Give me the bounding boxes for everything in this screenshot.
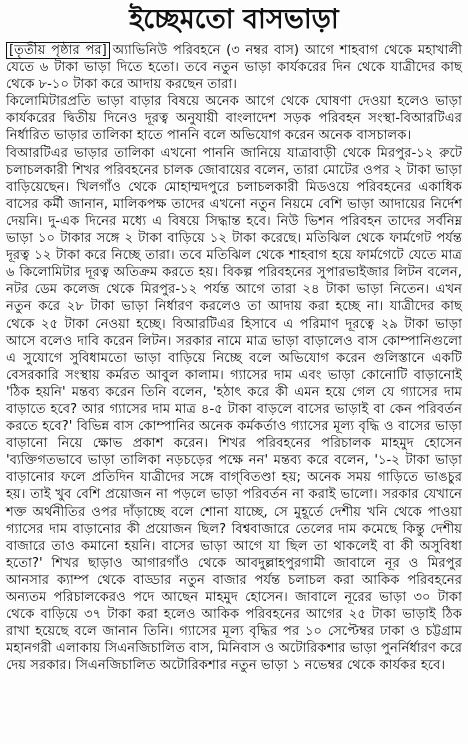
paragraph-1-text: অ্যাভিনিউ পরিবহনে (৩ নম্বর বাস) আগে শাহবাগ থেকে মহাখালী যেতে ৬ টাকা ভাড়া দিতে হতো। তবে নতুন ভাড়া কার্যকরের দিন থেকে যাত্রীদের কাছ থেকে ৮-১০ টাকা করে আদায় করছেন তারা। [6,43,462,93]
headline: ইচ্ছেমতো বাসভাড়া [129,4,339,35]
continuation-kicker: [তৃতীয় পৃষ্ঠার পর] [6,42,110,59]
paragraph-3: বিআরটিএর ভাড়ার তালিকা এখনো পাননি জানিয়ে যাত্রাবাড়ী থেকে মিরপুর-১২ রুটে চলাচলকারী শিখর পরিবহনের চালক জোবায়ের বলেন, তারা মোটের ওপর ২ টাকা ভাড়া বাড়িয়েছেন। খিলগাঁও থেকে মোহাম্মদপুরে চলাচলকারী মিডওয়ে পরিবহনের একাধিক বাসের কর্মী জানান, মালিকপক্ষ তাদের এখনো নতুন নিয়মে বেশি ভাড়া আদায়ের নির্দেশ দেয়নি। দু-এক দিনের মধ্যে এ বিষয়ে সিদ্ধান্ত হবে। নিউ ভিশন পরিবহন তাদের সর্বনিম্ন ভাড়া ১০ টাকার সঙ্গে ২ টাকা বাড়িয়ে ১২ টাকা করেছে। মতিঝিল থেকে ফার্মগেট পর্যন্ত দূরত্ব ১২ টাকা করে নিচ্ছে তারা। তবে মতিঝিল থেকে শাহবাগ হয়ে ফার্মগেটে যেতে মাত্র ৬ কিলোমিটার দূরত্ব অতিক্রম করতে হয়। বিকল্প পরিবহনের সুপারভাইজার লিটন বলেন, নটর ডেম কলেজ থেকে মিরপুর-১২ পর্যন্ত আগে তারা ২৪ টাকা ভাড়া নিতেন। এখন নতুন করে ২৮ টাকা ভাড়া নির্ধারণ করলেও তা আদায় করা হচ্ছে না। যাত্রীদের কাছ থেকে ২৫ টাকা নেওয়া হচ্ছে। বিআরটিএর হিসাবে এ পরিমাণ দূরত্বে ২৯ টাকা ভাড়া আসে বলেও দাবি করেন লিটন। সরকার নামে মাত্র ভাড়া বাড়ালেও বাস কোম্পানিগুলো এ সুযোগে সুবিধামতো ভাড়া বাড়িয়ে নিচ্ছে বলে অভিযোগ করেন গুলিস্তানে একটি বেসরকারি সংস্থায় কর্মরত আবুল কালাম। গ্যাসের দাম এবং ভাড়া কোনোটি বাড়ানোই 'ঠিক হয়নি' মন্তব্য করেন তিনি বলেন, 'হঠাৎ করে কী এমন হয়ে গেল যে গ্যাসের দাম বাড়াতে হবে? আর গ্যাসের দাম মাত্র ৪-৫ টাকা বাড়লে বাসের ভাড়াই বা কেন পরিবর্তন করতে হবে?' বিভিন্ন বাস কোম্পানির অনেক কর্মকর্তাও গ্যাসের মূল্য বৃদ্ধি ও বাসের ভাড়া বাড়ানো নিয়ে ক্ষোভ প্রকাশ করেন। শিখর পরিবহনের পরিচালক মাহমুদ হোসেন 'ব্যক্তিগতভাবে ভাড়া তালিকা নড়চড়ের পক্ষে নন' মন্তব্য করে বলেন, '১-২ টাকা ভাড়া বাড়ানোর ফলে প্রতিদিন যাত্রীদের সঙ্গে বাগ্‌বিতণ্ডা হয়; অনেক সময় গাড়িতে ভাঙচুর হয়। তাই খুব বেশি প্রয়োজন না পড়লে ভাড়া পরিবর্তন না করাই ভালো। সরকার যেখানে শক্ত অর্থনীতির ওপর দাঁড়াচ্ছে বলে শোনা যাচ্ছে, সে মুহূর্তে দেশীয় খনি থেকে পাওয়া গ্যাসের দাম বাড়ানোর কী প্রয়োজন ছিল? বিশ্ববাজারে তেলের দাম কমেছে কিন্তু দেশীয় বাজারে তাও কমানো হয়নি। বাসের ভাড়া আগে যা ছিল তা থাকলেই বা কী অসুবিধা হতো?' শিখর ছাড়াও আগারগাঁও থেকে আবদুল্লাহপুরগামী জাবালে নূর ও মিরপুর আনসার ক্যাম্প থেকে বাড্ডার নতুন বাজার পর্যন্ত চলাচল করা আকিক পরিবহনের অন্যতম পরিচালকেরও পদে আছেন মাহমুদ হোসেন। জাবালে নূরের ভাড়া ৩০ টাকা থেকে বাড়িয়ে ৩৭ টাকা করা হলেও আকিক পরিবহনের আগের ২৫ টাকা ভাড়াই ঠিক রাখা হয়েছে বলে জানান তিনি। গ্যাসের মূল্য বৃদ্ধির পর ১০ সেপ্টেম্বর ঢাকা ও চট্টগ্রাম মহানগরী এলাকায় সিএনজিচালিত বাস, মিনিবাস ও অটোরিকশার ভাড়া পুনর্নির্ধারণ করে দেয় সরকার। সিএনজিচালিত অটোরিকশার নতুন ভাড়া ১ নভেম্বর থেকে কার্যকর হবে। [6,145,462,674]
paragraph-1 [6,42,462,93]
paragraph-2: কিলোমিটারপ্রতি ভাড়া বাড়ার বিষয়ে অনেক আগে থেকে ঘোষণা দেওয়া হলেও ভাড়া কার্যকরের দ্বিতীয় দিনেও দূরত্ব অনুযায়ী বাংলাদেশ সড়ক পরিবহন সংস্থা-বিআরটিএর নির্ধারিত ভাড়ার তালিকা হাতে পাননি বলে অভিযোগ করেন অনেক বাসচালক। [6,94,462,144]
article-body [6,42,462,674]
